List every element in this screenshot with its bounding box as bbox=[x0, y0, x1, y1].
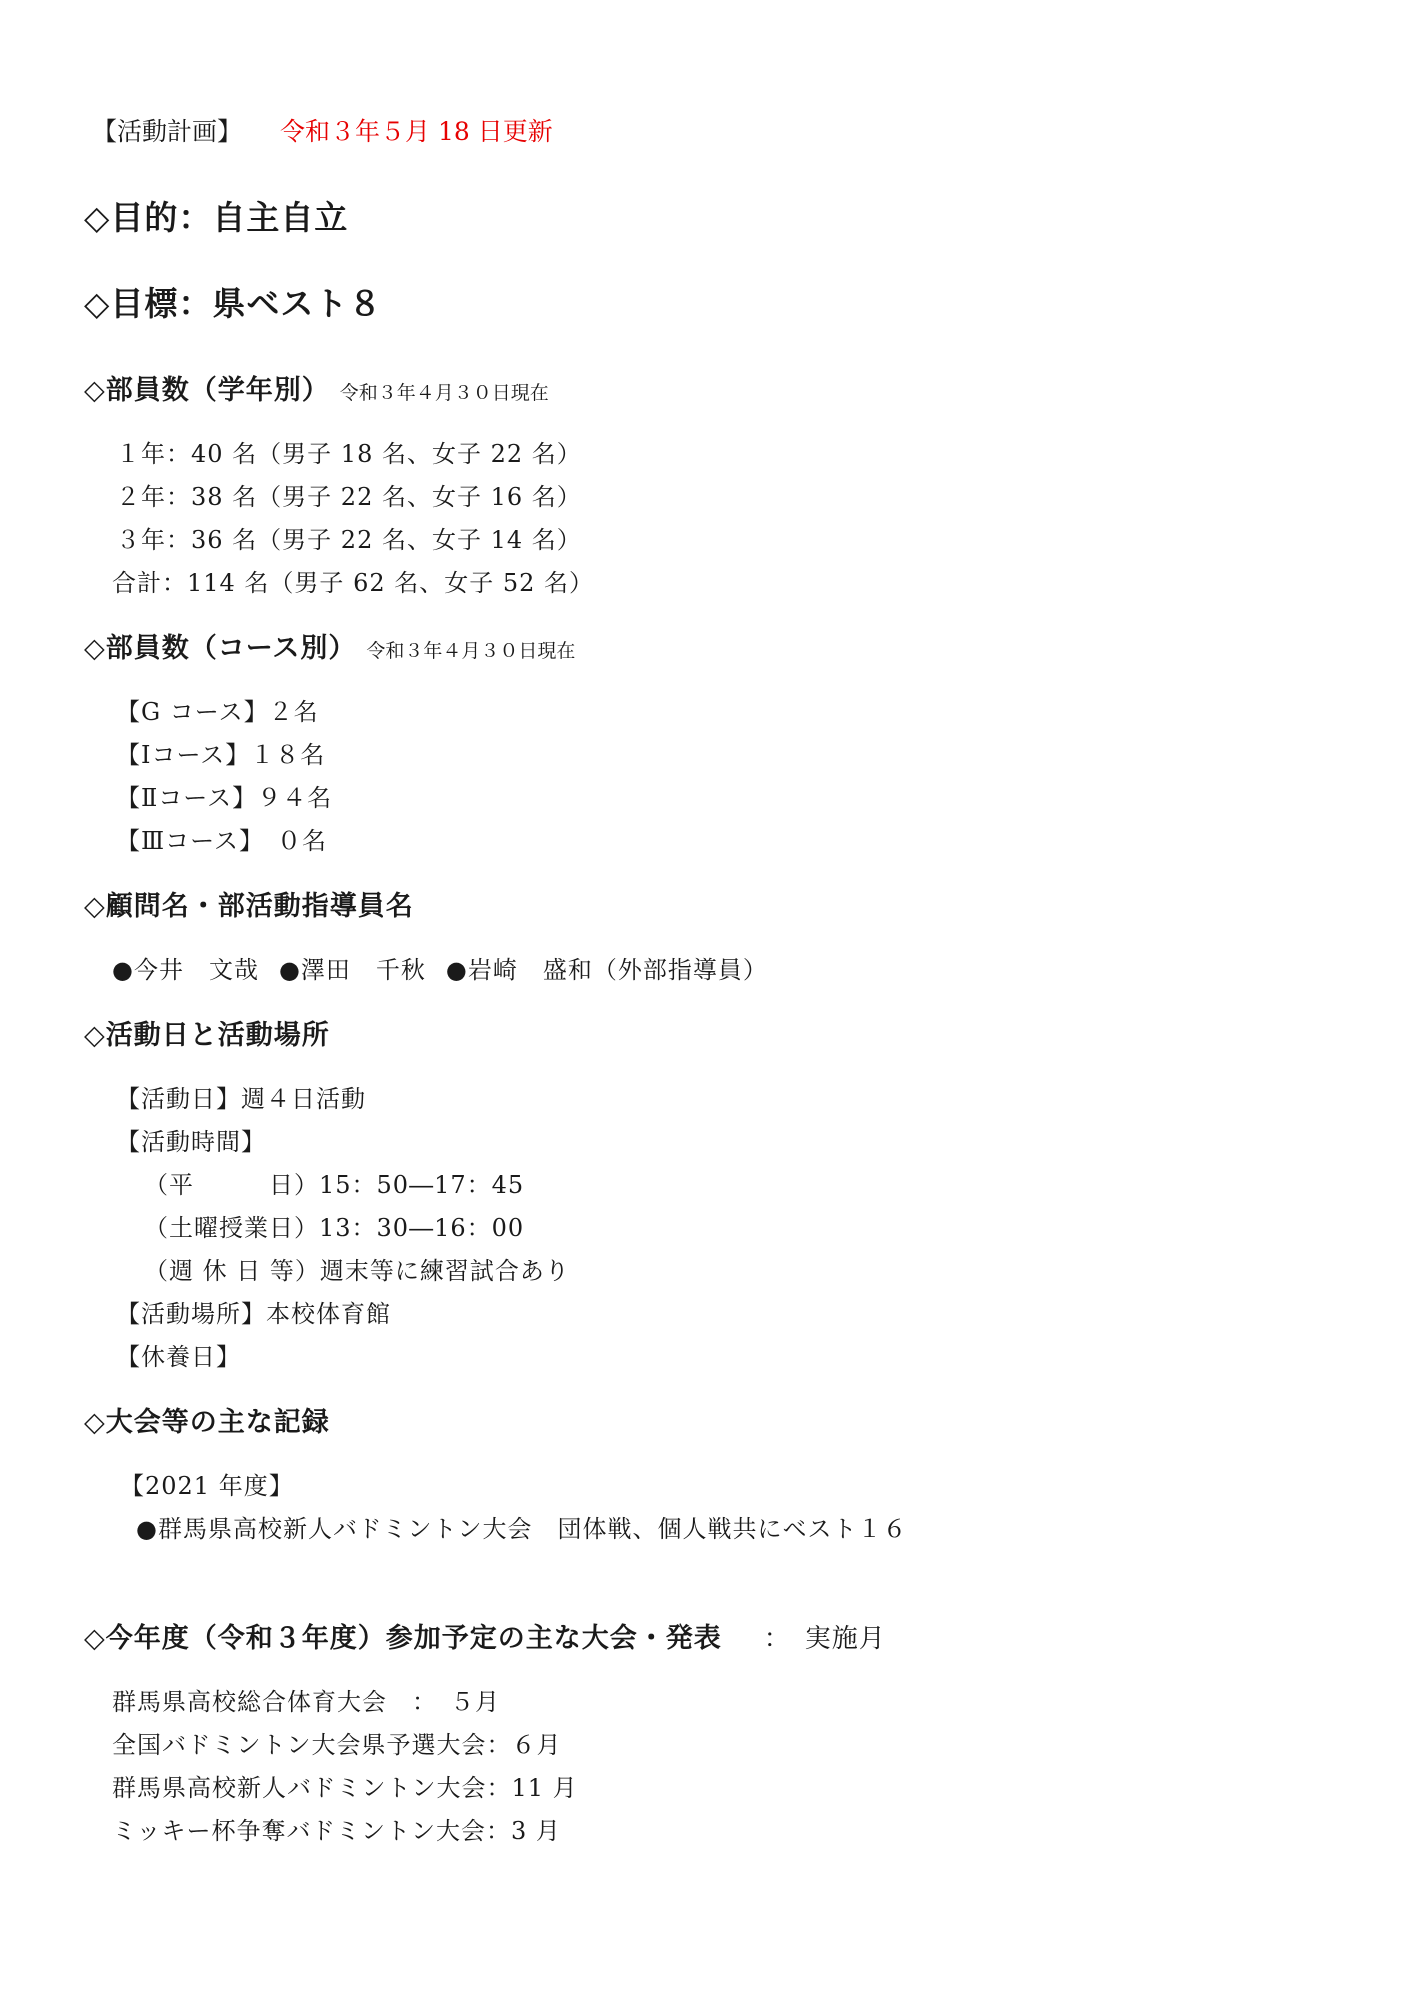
grade-row-1: １年：40 名（男子 18 名、女子 22 名） bbox=[116, 440, 582, 468]
members-grade-title: ◇部員数（学年別） bbox=[84, 375, 330, 406]
schedule-item-3: 群馬県高校新人バドミントン大会：11 月 bbox=[112, 1774, 578, 1802]
schedule-item-2: 全国バドミントン大会県予選大会：６月 bbox=[112, 1731, 562, 1759]
members-grade-note: 令和３年４月３０日現在 bbox=[339, 382, 549, 404]
plan-label: 【活動計画】 bbox=[92, 117, 243, 146]
purpose-heading: ◇目的：自主自立 bbox=[84, 198, 349, 237]
course-row-g: 【G コース】２名 bbox=[116, 698, 319, 726]
members-course-title: ◇部員数（コース別） bbox=[84, 633, 357, 664]
goal-heading: ◇目標：県ベスト８ bbox=[84, 284, 383, 323]
advisor-name: ●今井 文哉 bbox=[112, 956, 259, 984]
activity-time-label: 【活動時間】 bbox=[116, 1128, 266, 1156]
members-grade-heading bbox=[84, 368, 549, 407]
schedule-item-1: 群馬県高校総合体育大会 ： ５月 bbox=[112, 1688, 500, 1716]
grade-row-total: 合計：114 名（男子 62 名、女子 52 名） bbox=[112, 569, 595, 597]
advisor-name: ●岩崎 盛和（外部指導員） bbox=[445, 956, 768, 984]
course-row-2: 【Ⅱコース】９４名 bbox=[116, 784, 333, 812]
schedule-item-4: ミッキー杯争奪バドミントン大会：3 月 bbox=[112, 1817, 561, 1845]
records-heading: ◇大会等の主な記録 bbox=[84, 1407, 330, 1438]
members-course-note: 令和３年４月３０日現在 bbox=[366, 640, 576, 662]
grade-row-3: ３年：36 名（男子 22 名、女子 14 名） bbox=[116, 526, 582, 554]
header-line bbox=[92, 112, 553, 148]
activity-time-saturday: （土曜授業日）13：30―16：00 bbox=[144, 1214, 525, 1242]
advisor-name: ●澤田 千秋 bbox=[278, 956, 426, 984]
course-row-3: 【Ⅲコース】 ０名 bbox=[116, 827, 327, 855]
activity-place: 【活動場所】本校体育館 bbox=[116, 1300, 391, 1328]
members-course-heading bbox=[84, 626, 575, 665]
advisors-list bbox=[112, 950, 768, 985]
updated-date: 令和３年５月 18 日更新 bbox=[280, 117, 553, 146]
activity-days: 【活動日】週４日活動 bbox=[116, 1085, 366, 1113]
records-year: 【2021 年度】 bbox=[120, 1472, 294, 1500]
activity-heading: ◇活動日と活動場所 bbox=[84, 1020, 330, 1051]
activity-time-weekday: （平 日）15：50―17：45 bbox=[144, 1171, 525, 1199]
grade-row-2: ２年：38 名（男子 22 名、女子 16 名） bbox=[116, 483, 582, 511]
activity-time-holiday: （週 休 日 等）週末等に練習試合あり bbox=[144, 1257, 570, 1285]
records-item: ●群馬県高校新人バドミントン大会 団体戦、個人戦共にベスト１６ bbox=[136, 1515, 908, 1543]
schedule-title: ◇今年度（令和３年度）参加予定の主な大会・発表 bbox=[84, 1623, 722, 1654]
activity-rest: 【休養日】 bbox=[116, 1343, 241, 1371]
course-row-1: 【Ⅰコース】１８名 bbox=[116, 741, 326, 769]
advisors-heading: ◇顧問名・部活動指導員名 bbox=[84, 891, 414, 922]
schedule-heading-tail: ： 実施月 bbox=[763, 1624, 886, 1654]
schedule-heading bbox=[84, 1616, 886, 1655]
